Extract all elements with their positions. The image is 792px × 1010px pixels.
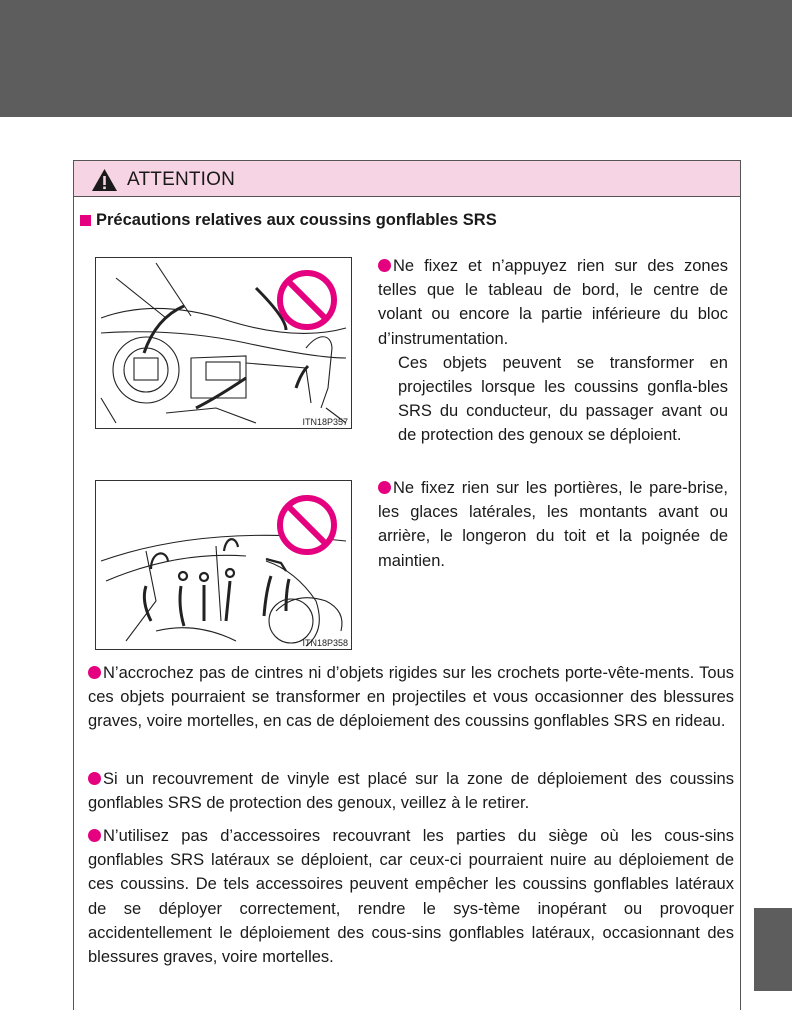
bullet-vinyl: Si un recouvrement de vinyle est placé sur la zone de déploiement des coussins gonflables SRS de protection des genoux, veillez à le retirer. — [88, 770, 734, 813]
attention-title: ATTENTION — [127, 169, 236, 190]
attention-box — [73, 160, 741, 1010]
bullet-dot-icon — [378, 259, 391, 272]
warning-triangle-icon — [91, 168, 118, 192]
illustration-code: ITN18P357 — [302, 417, 348, 427]
bullet-seat-accessories: N’utilisez pas d’accessoires recouvrant les parties du siège où les cous-sins gonflables SRS latéraux se déploient, car ceux-ci pourraient nuire au déploiement de ces coussins. De tels accessoires peuvent empêcher les coussins gonflables latéraux de se déployer correctement, rendre le sys-tème inopérant ou provoquer accidentellement le déploiement des cous-sins gonflables latéraux, occasionnant des blessures graves, voire mortelles. — [88, 827, 734, 967]
section-title: Précautions relatives aux coussins gonflables SRS — [80, 211, 497, 230]
section-square-icon — [80, 215, 91, 226]
illustration-code: ITN18P358 — [302, 638, 348, 648]
bullet-dashboard: Ne fixez et n’appuyez rien sur des zones telles que le tableau de bord, le centre de volant ou encore la partie inférieure du bloc d’instrumentation. Ces objets peuvent se transformer en projectiles lorsque les coussins gonfla-bles SRS du conducteur, du passager avant ou de protection des genoux se déploient. — [378, 254, 728, 448]
interior-drawing — [96, 481, 351, 649]
illustration-interior — [95, 480, 352, 650]
bullet-hangers: N’accrochez pas de cintres ni d’objets rigides sur les crochets porte-vête-ments. Tous ces objets pourraient se transformer en projectiles et vous occasionner des blessures graves, voire mortelles, en cas de déploiement des coussins gonflables SRS en rideau. — [88, 664, 734, 731]
attention-header — [74, 161, 740, 197]
dashboard-drawing — [96, 258, 351, 428]
chapter-side-tab — [754, 908, 792, 991]
top-header-band — [0, 0, 792, 117]
bullet-dot-icon — [88, 772, 101, 785]
bullet-dot-icon — [88, 666, 101, 679]
illustration-dashboard — [95, 257, 352, 429]
bullet-pillars: Ne fixez rien sur les portières, le pare-brise, les glaces latérales, les montants avant ou arrière, le longeron du toit et la poignée de maintien. — [378, 479, 728, 570]
bullet-dot-icon — [88, 829, 101, 842]
bullet-dot-icon — [378, 481, 391, 494]
bullet-continuation: Ces objets peuvent se transformer en projectiles lorsque les coussins gonfla-bles SRS du conducteur, du passager avant ou de protection des genoux se déploient. — [398, 353, 728, 445]
